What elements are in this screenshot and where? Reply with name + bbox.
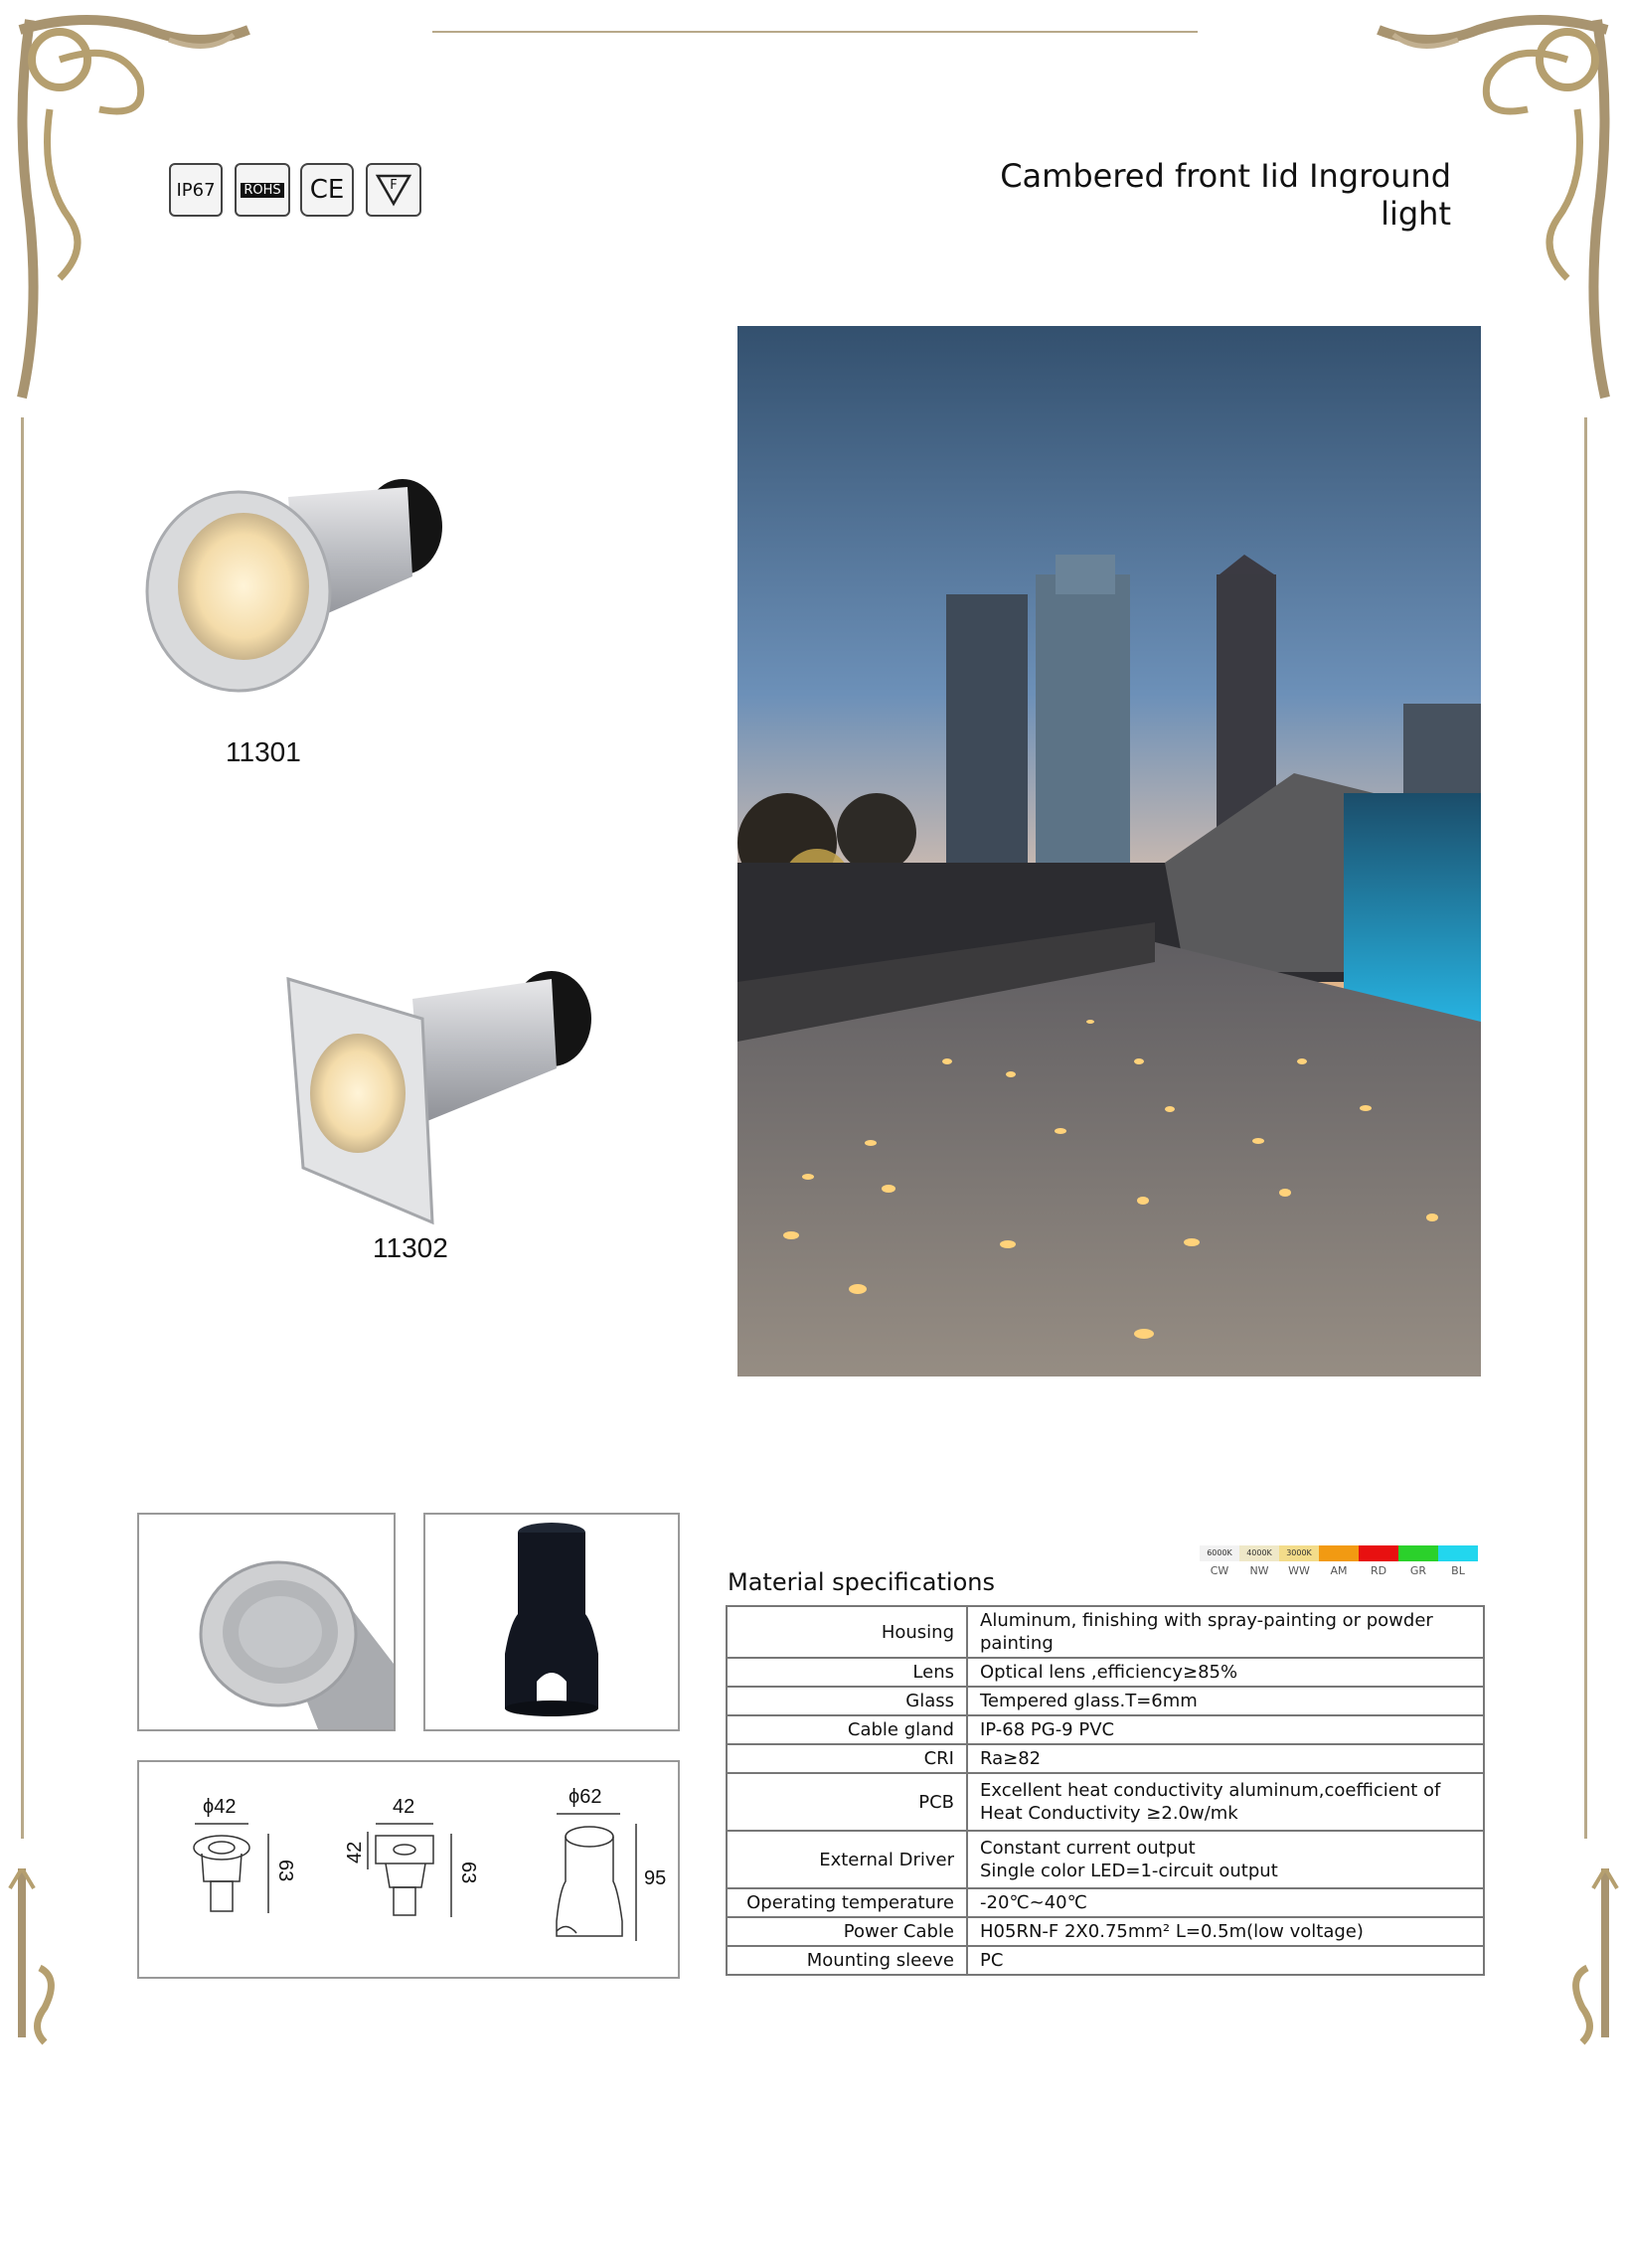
color-code-gr: GR: [1409, 1564, 1427, 1577]
spec-key: Operating temperature: [727, 1888, 967, 1917]
f-mark-icon: [366, 163, 421, 217]
color-code-am: AM: [1330, 1564, 1348, 1577]
mounting-sleeve-image: [425, 1515, 678, 1729]
spec-key: External Driver: [727, 1831, 967, 1888]
detail-photo-sleeve: [423, 1513, 680, 1731]
color-code-ww: WW: [1288, 1564, 1310, 1577]
spec-value: IP-68 PG-9 PVC: [967, 1715, 1484, 1744]
product-11302-image: [283, 959, 611, 1227]
spec-table: [726, 1605, 1485, 1976]
sleeve-height-label: 95: [644, 1867, 667, 1889]
square-side-label: 42: [344, 1841, 366, 1863]
rohs-label: ROHS: [241, 183, 283, 198]
table-row: [727, 1606, 1484, 1658]
color-swatch-bl: [1438, 1545, 1478, 1561]
page-title: Cambered front Iid Inground light: [1000, 157, 1451, 233]
ip67-label: IP67: [176, 179, 216, 201]
ce-mark-icon: [300, 163, 354, 217]
color-code-cw: CW: [1210, 1564, 1229, 1577]
spec-value-line1: Constant current output: [980, 1838, 1196, 1859]
product-11301-model: 11301: [226, 736, 301, 767]
spec-value: Aluminum, finishing with spray-painting or powder painting: [967, 1606, 1484, 1658]
application-scene-photo: [737, 326, 1481, 1377]
ce-label: CE: [309, 175, 345, 205]
spec-value-line2: Heat Conductivity ≥2.0w/mk: [980, 1803, 1238, 1824]
spec-key: Housing: [727, 1606, 967, 1658]
round-diameter-label: ϕ42: [203, 1796, 237, 1818]
spec-heading: Material specifications: [728, 1568, 995, 1596]
sleeve-diameter-label: ϕ62: [569, 1786, 602, 1808]
color-code-rd: RD: [1370, 1564, 1387, 1577]
spec-value-line1: Excellent heat conductivity aluminum,coefficient of: [980, 1780, 1441, 1801]
spec-value: [967, 1831, 1484, 1888]
top-divider: [432, 31, 1198, 33]
color-code-bl: BL: [1451, 1564, 1465, 1577]
bottom-left-ornament: [0, 1868, 80, 2047]
table-row: [727, 1917, 1484, 1946]
product-11302-model: 11302: [373, 1232, 448, 1263]
f-label: F: [390, 178, 398, 193]
left-border-line: [21, 417, 24, 1839]
table-row: [727, 1888, 1484, 1917]
spec-value: Tempered glass.T=6mm: [967, 1687, 1484, 1715]
color-swatch-rd: [1359, 1545, 1398, 1561]
table-row: [727, 1831, 1484, 1888]
spec-value-line2: Single color LED=1-circuit output: [980, 1861, 1278, 1881]
bottom-right-ornament: [1547, 1868, 1627, 2047]
spec-value: [967, 1773, 1484, 1831]
table-row: [727, 1715, 1484, 1744]
color-swatch-am: [1319, 1545, 1359, 1561]
detail-photo-luminaire: [137, 1513, 396, 1731]
square-width-label: 42: [393, 1796, 415, 1818]
color-swatch-cw: 6000K: [1200, 1545, 1239, 1561]
spec-key: Mounting sleeve: [727, 1946, 967, 1975]
table-row: [727, 1946, 1484, 1975]
table-row: [727, 1658, 1484, 1687]
color-swatch-ww: 3000K: [1279, 1545, 1319, 1561]
square-height-label: 63: [457, 1862, 479, 1884]
table-row: [727, 1773, 1484, 1831]
spec-key: CRI: [727, 1744, 967, 1773]
spec-key: Cable gland: [727, 1715, 967, 1744]
spec-value: -20℃~40℃: [967, 1888, 1484, 1917]
dimension-drawings: [137, 1760, 680, 1979]
table-row: [727, 1687, 1484, 1715]
spec-key: Lens: [727, 1658, 967, 1687]
spec-value: Ra≥82: [967, 1744, 1484, 1773]
color-code-nw: NW: [1249, 1564, 1269, 1577]
spec-value: PC: [967, 1946, 1484, 1975]
table-row: [727, 1744, 1484, 1773]
round-height-label: 63: [274, 1860, 296, 1882]
color-swatch-gr: [1398, 1545, 1438, 1561]
spec-value: Optical lens ,efficiency≥85%: [967, 1658, 1484, 1687]
luminaire-closeup-image: [139, 1515, 394, 1729]
spec-value: H05RN-F 2X0.75mm² L=0.5m(low voltage): [967, 1917, 1484, 1946]
product-11301-image: [139, 457, 467, 726]
color-swatch-nw: 4000K: [1239, 1545, 1279, 1561]
spec-key: Power Cable: [727, 1917, 967, 1946]
rohs-badge-icon: [235, 163, 290, 217]
ip67-badge-icon: [169, 163, 223, 217]
spec-key: Glass: [727, 1687, 967, 1715]
spec-key: PCB: [727, 1773, 967, 1831]
right-border-line: [1584, 417, 1587, 1839]
